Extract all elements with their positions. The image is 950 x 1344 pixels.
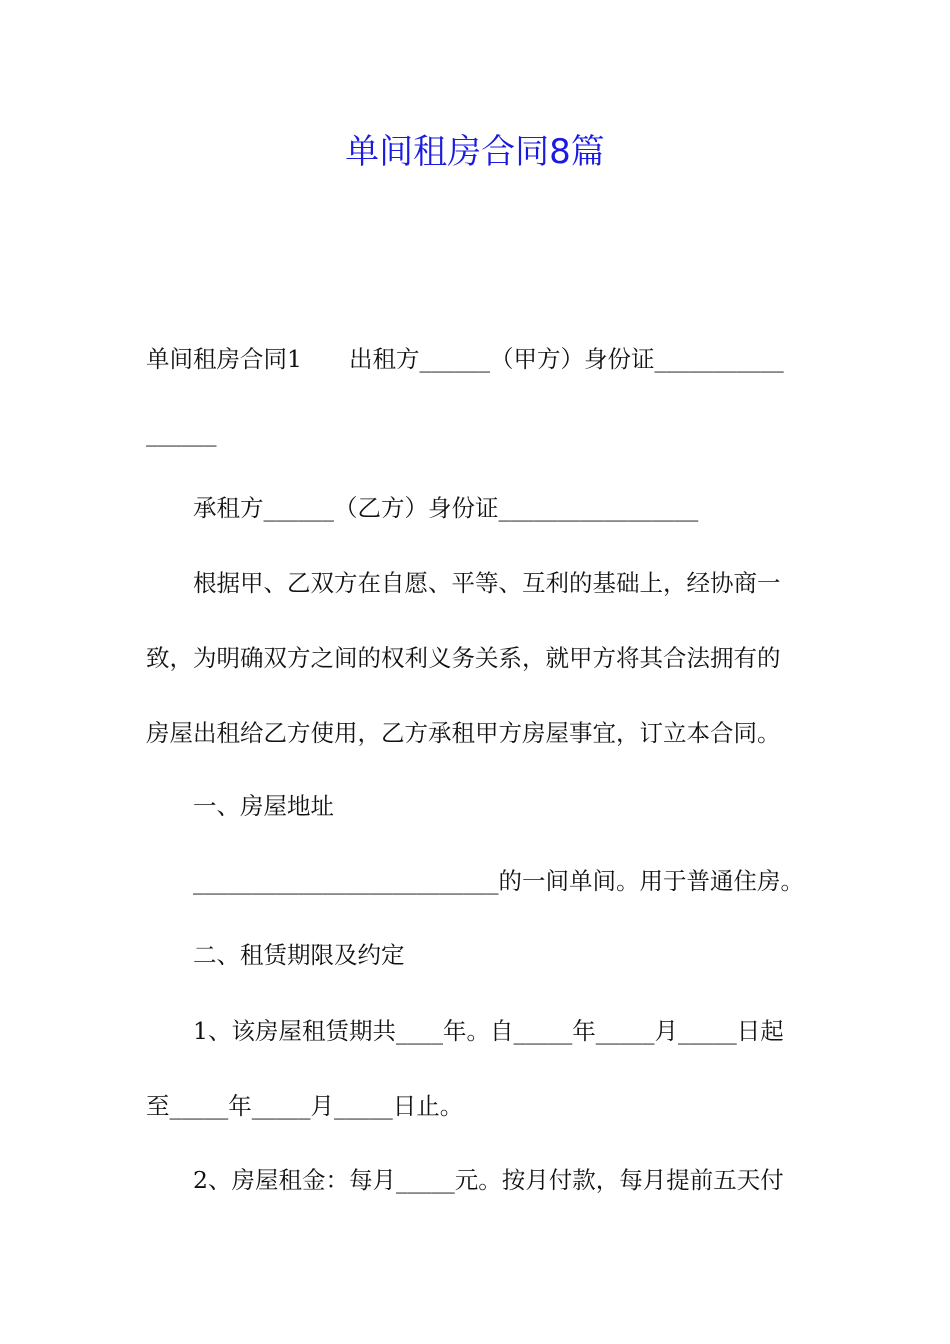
- paragraph-line: 承租方______（乙方）身份证_________________: [193, 494, 699, 522]
- paragraph-line: 至_____年_____月_____日止。: [146, 1092, 464, 1120]
- paragraph-line: 房屋出租给乙方使用，乙方承租甲方房屋事宜，订立本合同。: [146, 719, 781, 747]
- paragraph-line: 单间租房合同1 出租方______（甲方）身份证___________: [146, 345, 784, 373]
- document-title: 单间租房合同8篇: [345, 132, 605, 172]
- paragraph-line: 2、房屋租金：每月_____元。按月付款，每月提前五天付: [193, 1166, 784, 1194]
- paragraph-line: ______: [146, 419, 217, 447]
- paragraph-line: 根据甲、乙双方在自愿、平等、互利的基础上，经协商一: [193, 569, 781, 597]
- section-heading: 二、租赁期限及约定: [193, 941, 405, 969]
- paragraph-line: 致，为明确双方之间的权利义务关系，就甲方将其合法拥有的: [146, 644, 781, 672]
- paragraph-line: 1、该房屋租赁期共____年。自_____年_____月_____日起: [193, 1017, 784, 1045]
- section-heading: 一、房屋地址: [193, 792, 334, 820]
- paragraph-line: __________________________的一间单间。用于普通住房。: [193, 867, 804, 895]
